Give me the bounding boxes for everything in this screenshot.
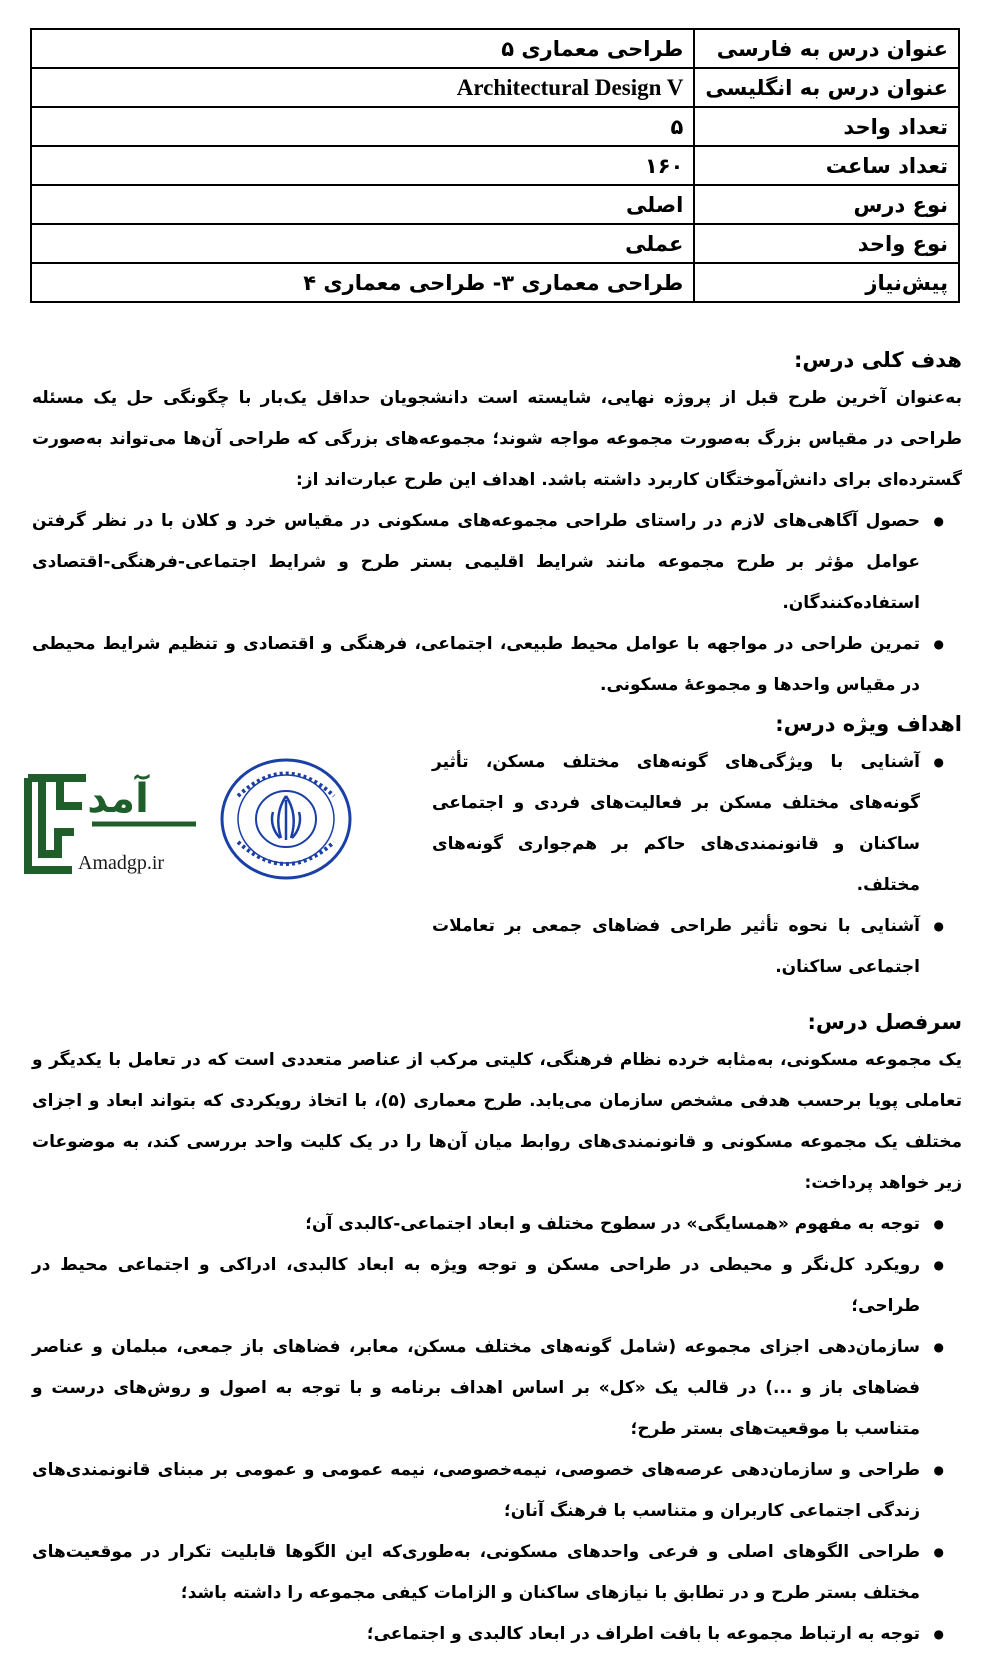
- table-key: نوع درس: [694, 185, 959, 224]
- table-value: طراحی معماری ۵: [31, 29, 694, 68]
- list-item: ● طراحی و سازمان‌دهی عرصه‌های خصوصی، نیمه‌خصوصی، نیمه عمومی و عمومی بر مبنای قانونمندی‌های زندگی اجتماعی کاربران و متناسب با فرهنگ آنان؛: [32, 1450, 962, 1532]
- official-seal-stamp: [218, 756, 354, 882]
- list-item: ● آشنایی با ویژگی‌های گونه‌های مختلف مسکن، تأثیر گونه‌های مختلف مسکن بر فعالیت‌های فردی و اجتماعی ساکنان و قانونمندی‌های حاکم بر هم‌جواری گونه‌های مختلف.: [432, 742, 962, 906]
- table-row: [31, 107, 959, 146]
- general-goal-heading: هدف کلی درس:: [794, 348, 962, 372]
- table-key: تعداد واحد: [694, 107, 959, 146]
- list-item: ● توجه به مفهوم «همسایگی» در سطوح مختلف و ابعاد اجتماعی-کالبدی آن؛: [32, 1204, 962, 1245]
- syllabus-heading: سرفصل درس:: [807, 1010, 962, 1034]
- course-info-table: [30, 28, 960, 303]
- document-body: [32, 342, 962, 1655]
- syllabus-intro: یک مجموعه مسکونی، به‌مثابه خرده نظام فرهنگی، کلیتی مرکب از عناصر متعددی است که در تعامل با یکدیگر و تعاملی پویا برحسب هدفی مشخص سازمان می‌یابد. طرح معماری (۵)، با اتخاذ رویکردی که بتواند ابعاد و اجزای مختلف یک مجموعه مسکونی و قانونمندی‌های روابط میان آن‌ها را در یک کلیت واحد بررسی کند، به موضوعات زیر خواهد پرداخت:: [32, 1050, 962, 1193]
- general-goal-list: [32, 501, 962, 706]
- table-row: [31, 263, 959, 302]
- table-value: ۵: [31, 107, 694, 146]
- table-row: [31, 146, 959, 185]
- table-value: Architectural Design V: [31, 68, 694, 107]
- list-item: ● رویکرد کل‌نگر و محیطی در طراحی مسکن و توجه ویژه به ابعاد کالبدی، ادراکی و اجتماعی محیط در طراحی؛: [32, 1245, 962, 1327]
- list-item: ● حصول آگاهی‌های لازم در راستای طراحی مجموعه‌های مسکونی در مقیاس خرد و کلان با در نظر گرفتن عوامل مؤثر بر طرح مجموعه مانند شرایط اقلیمی بستر طرح و شرایط اجتماعی-فرهنگی-اقتصادی استفاده‌کنندگان.: [32, 501, 962, 624]
- table-key: عنوان درس به فارسی: [694, 29, 959, 68]
- table-value: عملی: [31, 224, 694, 263]
- table-row: [31, 29, 959, 68]
- table-key: نوع واحد: [694, 224, 959, 263]
- table-row: [31, 68, 959, 107]
- logo-text: آمد: [87, 776, 149, 822]
- list-item: ● طراحی الگوهای اصلی و فرعی واحدهای مسکونی، به‌طوری‌که این الگوها قابلیت تکرار در موقعیت‌های مختلف بستر طرح و در تطابق با نیازهای ساکنان و الزامات کیفی مجموعه را داشته باشد؛: [32, 1532, 962, 1614]
- site-label: Amadgp.ir: [78, 852, 165, 874]
- table-value: طراحی معماری ۳- طراحی معماری ۴: [31, 263, 694, 302]
- list-item: ● سازمان‌دهی اجزای مجموعه (شامل گونه‌های مختلف مسکن، معابر، فضاهای باز جمعی، مبلمان و عناصر فضاهای باز و ...) در قالب یک «کل» بر اساس اهداف برنامه و با توجه به اصول و روش‌های درست و متناسب با موقعیت‌های بستر طرح؛: [32, 1327, 962, 1450]
- table-value: اصلی: [31, 185, 694, 224]
- list-item: ● آشنایی با نحوه تأثیر طراحی فضاهای جمعی بر تعاملات اجتماعی ساکنان.: [432, 906, 962, 988]
- table-row: [31, 185, 959, 224]
- specific-goals-heading: اهداف ویژه درس:: [775, 712, 962, 736]
- table-key: عنوان درس به انگلیسی: [694, 68, 959, 107]
- table-key: تعداد ساعت: [694, 146, 959, 185]
- list-item: ● تمرین طراحی در مواجهه با عوامل محیط طبیعی، اجتماعی، فرهنگی و اقتصادی و تنظیم شرایط محیطی در مقیاس واحدها و مجموعهٔ مسکونی.: [32, 624, 962, 706]
- table-value: ۱۶۰: [31, 146, 694, 185]
- general-goal-intro: به‌عنوان آخرین طرح قبل از پروژه نهایی، شایسته است دانشجویان حداقل یک‌بار با چگونگی حل یک مسئله طراحی در مقیاس بزرگ به‌صورت مجموعه مواجه شوند؛ مجموعه‌های بزرگی که طراحی آن‌ها می‌تواند به‌صورت گسترده‌ای برای دانش‌آموختگان کاربرد داشته باشد. اهداف این طرح عبارت‌اند از:: [32, 388, 962, 490]
- syllabus-list: [32, 1204, 962, 1655]
- table-key: پیش‌نیاز: [694, 263, 959, 302]
- table-row: [31, 224, 959, 263]
- list-item: ● توجه به ارتباط مجموعه با بافت اطراف در ابعاد کالبدی و اجتماعی؛: [32, 1614, 962, 1655]
